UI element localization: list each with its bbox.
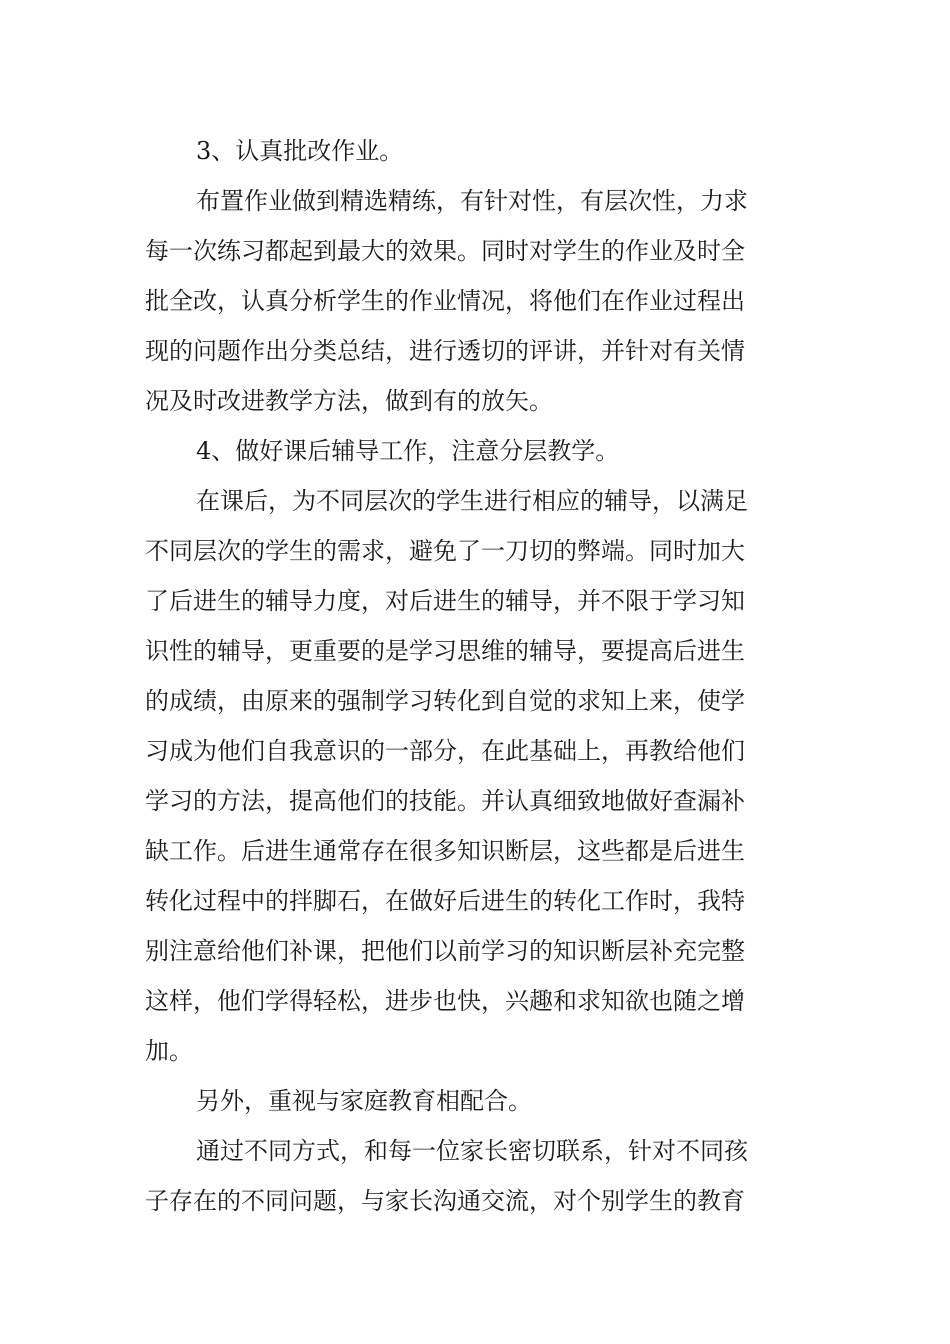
paragraph-line: 别注意给他们补课，把他们以前学习的知识断层补充完整 — [145, 937, 745, 965]
paragraph-line: 识性的辅导，更重要的是学习思维的辅导，要提高后进生 — [145, 637, 745, 665]
paragraph-line: 学习的方法，提高他们的技能。并认真细致地做好查漏补 — [145, 787, 745, 815]
paragraph-line: 况及时改进教学方法，做到有的放矢。 — [145, 387, 553, 415]
paragraph-line: 加。 — [145, 1037, 193, 1065]
paragraph-line: 转化过程中的拌脚石，在做好后进生的转化工作时，我特 — [145, 887, 745, 915]
paragraph-line: 缺工作。后进生通常存在很多知识断层，这些都是后进生 — [145, 837, 745, 865]
paragraph-line: 在课后，为不同层次的学生进行相应的辅导，以满足 — [196, 487, 748, 515]
paragraph-line: 批全改，认真分析学生的作业情况，将他们在作业过程出 — [145, 287, 745, 315]
paragraph-line: 了后进生的辅导力度，对后进生的辅导，并不限于学习知 — [145, 587, 745, 615]
paragraph-line: 的成绩，由原来的强制学习转化到自觉的求知上来，使学 — [145, 687, 745, 715]
paragraph-line: 子存在的不同问题，与家长沟通交流，对个别学生的教育 — [145, 1187, 745, 1215]
paragraph-line: 不同层次的学生的需求，避免了一刀切的弊端。同时加大 — [145, 537, 745, 565]
paragraph-heading-family: 另外，重视与家庭教育相配合。 — [196, 1087, 532, 1115]
section-heading-3: 3、认真批改作业。 — [196, 137, 404, 165]
section-heading-4: 4、做好课后辅导工作，注意分层教学。 — [196, 437, 620, 465]
paragraph-line: 习成为他们自我意识的一部分，在此基础上，再教给他们 — [145, 737, 745, 765]
paragraph-line: 这样，他们学得轻松，进步也快，兴趣和求知欲也随之增 — [145, 987, 745, 1015]
paragraph-line: 现的问题作出分类总结，进行透切的评讲，并针对有关情 — [145, 337, 745, 365]
document-body — [145, 126, 807, 1226]
paragraph-line: 每一次练习都起到最大的效果。同时对学生的作业及时全 — [145, 237, 745, 265]
paragraph-line: 通过不同方式，和每一位家长密切联系，针对不同孩 — [196, 1137, 748, 1165]
paragraph-line: 布置作业做到精选精练，有针对性，有层次性，力求 — [196, 187, 748, 215]
